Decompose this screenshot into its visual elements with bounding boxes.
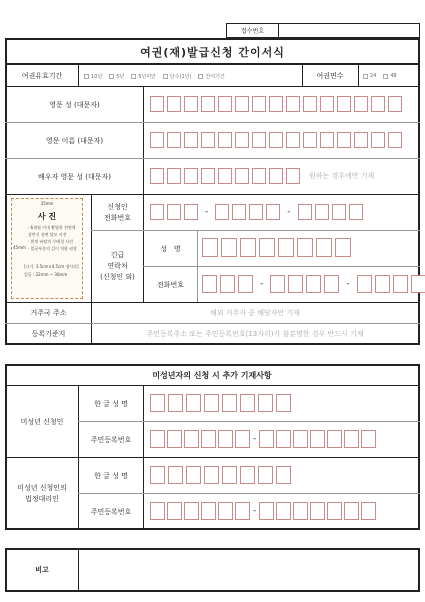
minor-applicant-name-label: 한 글 성 명 (94, 399, 128, 408)
minor-applicant-rrn-label: 주민등록번호 (90, 435, 132, 444)
validity-option[interactable]: 5년미만 (131, 73, 156, 80)
photo-guidelines: · 6개월 이내 촬영한 천연색 상반신 정면 탈모 사진 · 흰색 바탕의 무배경 사진 · 얼굴부분의 길이 적합 권장 (28, 225, 77, 251)
registered-address-label: 등록기준지 (31, 330, 66, 338)
emergency-contact-label: 긴급 연락처 (신청인 외) (100, 251, 135, 281)
checkbox-icon[interactable] (109, 74, 114, 79)
checkbox-icon[interactable] (383, 74, 388, 79)
applicant-phone-label: 신청인 전화번호 (103, 202, 132, 222)
checkbox-icon[interactable] (84, 74, 89, 79)
remarks-field[interactable] (80, 550, 418, 590)
photo-face-note: 얼굴 : 32mm ~ 36mm (24, 272, 68, 277)
minor-guardian-rrn-label: 주민등록번호 (90, 507, 132, 516)
surname-label: 영문 성 (대문자) (49, 100, 100, 109)
form-title: 여권(재)발급신청 간이서식 (140, 45, 285, 59)
receipt-number-field (226, 23, 420, 38)
validity-option[interactable]: 10년 (84, 73, 102, 80)
photo-title: 사 진 (37, 212, 57, 221)
emergency-phone-label: 전화번호 (156, 280, 185, 289)
registered-address-note[interactable]: 주민등록주소 또는 주민등록번호(13자리)가 불분명한 경우 반드시 기재 (146, 330, 364, 338)
pages-options (363, 66, 404, 86)
spouse-surname-boxes[interactable] (150, 168, 374, 184)
spouse-note: 원하는 경우에만 기재 (309, 172, 375, 180)
pages-label: 여권면수 (316, 72, 344, 80)
photo-size-note: [크기: 3.5cm×4.5cm 정사각] (24, 264, 79, 269)
spouse-surname-label: 배우자 영문 성 (대문자) (38, 172, 111, 181)
given-name-label: 영문 이름 (대문자) (45, 136, 104, 145)
surname-boxes[interactable] (150, 96, 402, 112)
checkbox-icon[interactable] (131, 74, 136, 79)
validity-option[interactable]: 단수(1년) (163, 73, 192, 80)
receipt-number-value[interactable] (279, 24, 419, 37)
checkbox-icon[interactable] (198, 74, 203, 79)
overseas-address-note[interactable]: 해외 거주자 중 해당자만 기재 (209, 309, 301, 317)
minor-guardian-name-boxes[interactable] (150, 466, 291, 484)
minor-applicant-name-boxes[interactable] (150, 394, 291, 412)
validity-options (84, 66, 232, 86)
applicant-phone-boxes[interactable]: - - (150, 204, 363, 220)
photo-dimension-top: 35mm (40, 201, 54, 206)
validity-option[interactable]: 잔여기간 (198, 73, 224, 80)
photo-dimension-side: 45mm (13, 245, 26, 250)
minor-guardian-label: 미성년 신청인의 법정대리인 (17, 483, 67, 503)
form-title-bar (5, 38, 420, 65)
emergency-name-boxes[interactable] (202, 238, 351, 257)
emergency-phone-boxes[interactable]: - - (202, 275, 425, 293)
pages-option[interactable]: 48 (383, 73, 396, 79)
checkbox-icon[interactable] (163, 74, 168, 79)
remarks-label: 비고 (35, 565, 49, 574)
minor-section-title: 미성년자의 신청 시 추가 기재사항 (152, 370, 272, 380)
emergency-name-label: 성 명 (160, 244, 181, 253)
given-name-boxes[interactable] (150, 132, 402, 148)
minor-guardian-rrn-boxes[interactable]: - (150, 502, 376, 520)
overseas-address-label: 거주국 주소 (30, 309, 67, 317)
minor-applicant-rrn-boxes[interactable]: - (150, 430, 376, 448)
minor-guardian-name-label: 한 글 성 명 (94, 471, 128, 480)
minor-applicant-label: 미성년 신청인 (20, 417, 64, 426)
validity-label: 여권유효기간 (21, 72, 63, 80)
checkbox-icon[interactable] (363, 74, 368, 79)
validity-option[interactable]: 5년 (109, 73, 124, 80)
receipt-number-label: 접수번호 (227, 24, 279, 37)
pages-option[interactable]: 24 (363, 73, 376, 79)
